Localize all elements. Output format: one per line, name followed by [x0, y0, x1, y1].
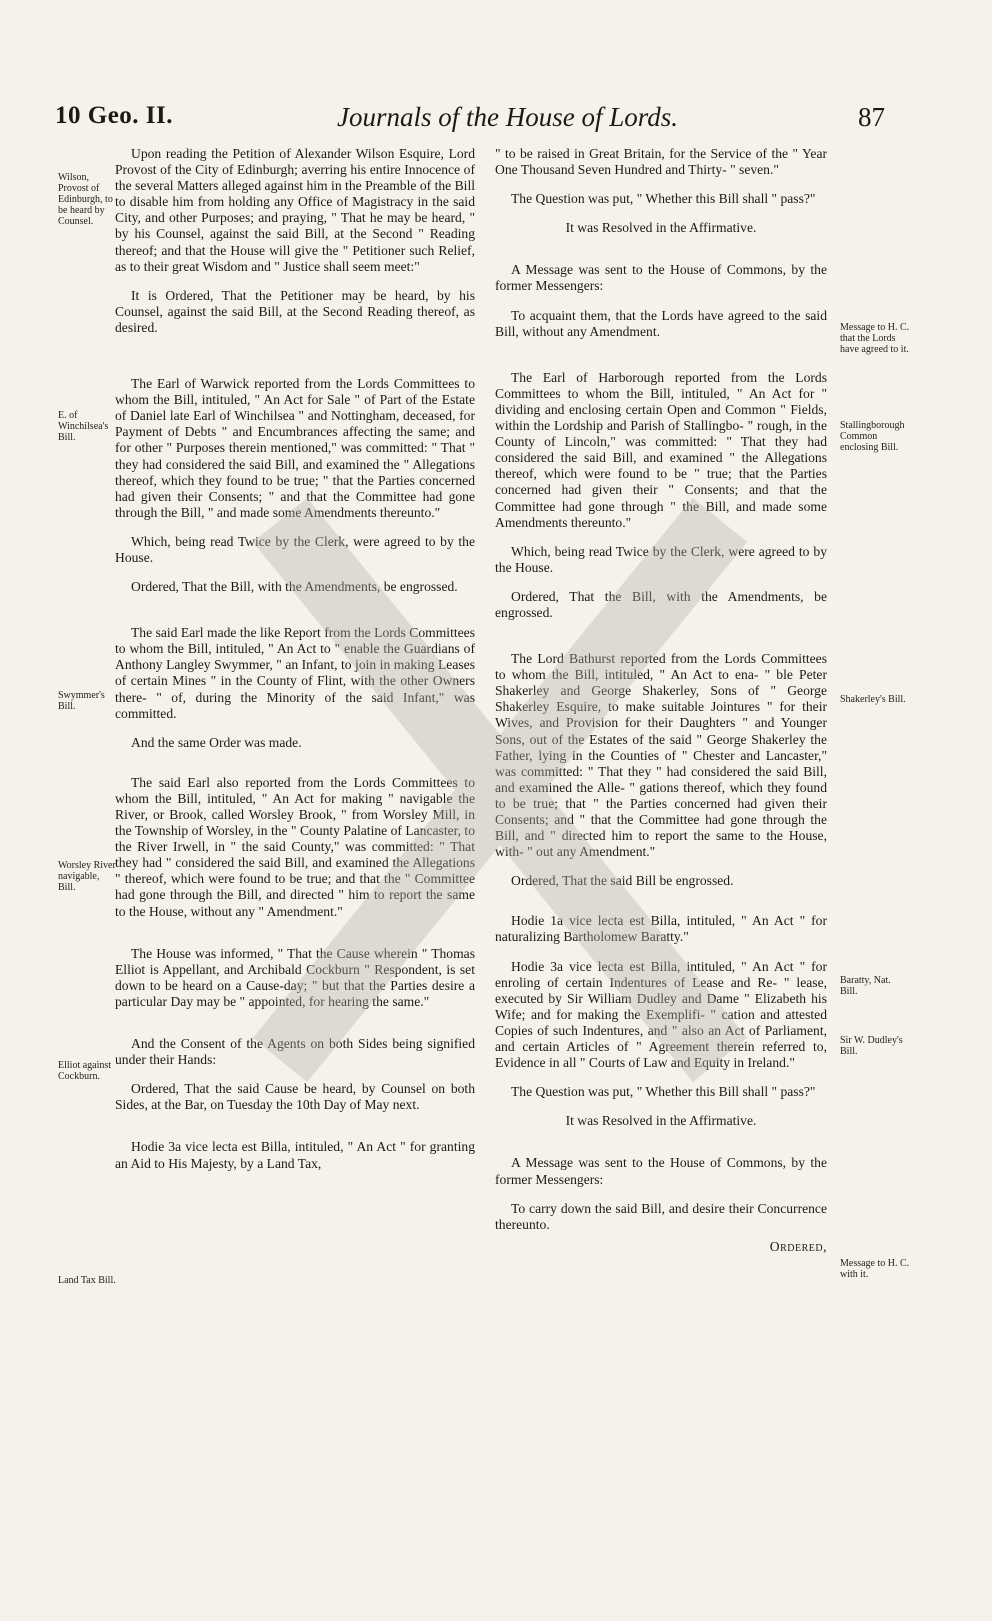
margin-note: Wilson, Provost of Edinburgh, to be heard by Counsel. [58, 172, 113, 227]
margin-note: E. of Winchilsea's Bill. [58, 410, 109, 443]
page-number: 87 [858, 102, 885, 132]
paragraph: The said Earl also reported from the Lords Committees to whom the Bill, intituled, " An Act for making " navigable the River, or Brook, called Worsley Brook, " from Worsley Mill, in the Township of Worsley, in the " County Palatine of Lancaster, to the River Irwell, in " the said County," was committed: " That they had " considered the said Bill, and examined the Allegations " thereof, which were found to be true; and that the " Committee had gone through the Bill, and directed " him to report the same to the House, without any " Amendment." [115, 774, 475, 919]
paragraph: The Question was put, " Whether this Bill shall " pass?" [511, 1084, 816, 1100]
paragraph: Ordered, That the said Bill be engrossed. [511, 873, 734, 889]
paragraph: And the same Order was made. [131, 734, 302, 750]
paragraph: Ordered, That the Bill, with the Amendments, be engrossed. [131, 579, 458, 595]
paragraph: The Earl of Warwick reported from the Lords Committees to whom the Bill, intituled, " An Act for Sale " of Part of the Estate of Daniel late Earl of Winchilsea " and Nottingham, deceased, for Payment of Debts " and Encumbrances affecting the same; and for other " Purposes therein mentioned," was committed: " That " they had considered the said Bill, and examined the " Allegations thereof, which they found to be true; " that the Parties concerned had given their Consents; " and that the Committee had gone through the Bill, " and made some Amendments thereunto." [115, 376, 475, 520]
paragraph: The Earl of Harborough reported from the Lords Committees to whom the Bill, intituled, " An Act for " dividing and enclosing certain Open and Common " Fields, within the Lordship and Parish of Stallingbo- " rough, in the County of Lincoln," was committed: " That they had considered the said Bill, and examined " the Allegations thereof, which were found to be " true; that the Parties concerned had given their " Consents; and that the Committee had gone through " the Bill, and made some Amendments thereunto." [495, 369, 827, 530]
margin-note: Land Tax Bill. [58, 1275, 116, 1286]
regnal-year: 10 Geo. II. [55, 102, 173, 129]
margin-note: Swymmer's Bill. [58, 690, 105, 712]
left-column [115, 146, 475, 1185]
paragraph: Upon reading the Petition of Alexander Wilson Esquire, Lord Provost of the City of Edinburgh; averring his entire Innocence of the several Matters alleged against him in the Preamble of the Bill to disable him from holding any Office of Magistracy in the said City, and other Purposes; and praying, " That he may be heard, " by his Counsel, against the said Bill, at the Second " Reading thereof; and that the House will give the " Petitioner such Relief, as to their great Wisdom and " Justice shall seem meet:" [115, 146, 475, 274]
paragraph: Hodie 3a vice lecta est Billa, intituled, " An Act " for enroling of certain Indentures of Lease and Re- " lease, executed by Sir William Dudley and Dame " Elizabeth his Wife; and for making the Exemplifi- " cation and attested Copies of such Indentures, and " also an Act of Parliament, and certain Articles of " Agreement therein referred to, Evidence in all " Courts of Law and Equity in Ireland." [495, 958, 827, 1071]
paragraph: The Lord Bathurst reported from the Lords Committees to whom the Bill, intituled, " An Act to ena- " ble Peter Shakerley and George Shakerley, Sons of " George Shakerley Esquire, to make suitable Jointures " for their Wives, and Provision for their Daughters " and Younger Sons, out of the Estates of the said " George Shakerley the Father, lying in the Counties of " Chester and Lancaster," was committed: " That they " had considered the said Bill, and examined the Alle- " gations thereof, which they found to be true; that " the Parties concerned had given their Consents; and " that the Committee had gone through the Bill, and " directed him to report the same to the House, with- " out any Amendment." [495, 651, 827, 860]
right-column [495, 146, 827, 1268]
paragraph: It is Ordered, That the Petitioner may be heard, by his Counsel, against the said Bill, at the Second Reading thereof, as desired. [115, 287, 475, 335]
paragraph: The said Earl made the like Report from the Lords Committees to whom the Bill, intituled, " An Act to " enable the Guardians of Anthony Langley Swymmer, " an Infant, to join in making Leases of certain Mines " in the County of Flint, with the other Owners there- " of, during the Minority of the said Infant," was committed. [115, 625, 475, 721]
paragraph: And the Consent of the Agents on both Sides being signified under their Hands: [115, 1036, 475, 1068]
margin-note: Stallingborough Common enclosing Bill. [840, 420, 905, 453]
page-header [55, 102, 885, 136]
paragraph: Hodie 1a vice lecta est Billa, intituled, " An Act " for naturalizing Bartholomew Baratty." [495, 913, 827, 945]
margin-note: Message to H. C. that the Lords have agreed to it. [840, 322, 910, 355]
paragraph: Ordered, That the said Cause be heard, by Counsel on both Sides, at the Bar, on Tuesday the 10th Day of May next. [115, 1081, 475, 1113]
paragraph: It was Resolved in the Affirmative. [565, 220, 757, 236]
paragraph: A Message was sent to the House of Commons, by the former Messengers: [495, 1155, 827, 1187]
journal-title: Journals of the House of Lords. [337, 102, 679, 132]
paragraph: To carry down the said Bill, and desire their Concurrence thereunto. [495, 1200, 827, 1232]
margin-note: Baratty, Nat. Bill. [840, 975, 891, 997]
paragraph: Ordered, That the Bill, with the Amendments, be engrossed. [495, 588, 827, 620]
margin-note: Message to H. C. with it. [840, 1258, 910, 1280]
paragraph: A Message was sent to the House of Commons, by the former Messengers: [495, 262, 827, 294]
margin-note: Sir W. Dudley's Bill. [840, 1035, 903, 1057]
margin-note: Elliot against Cockburn. [58, 1060, 112, 1082]
paragraph: The Question was put, " Whether this Bill shall " pass?" [511, 191, 816, 207]
paragraph: To acquaint them, that the Lords have agreed to the said Bill, without any Amendment. [495, 307, 827, 339]
paragraph: It was Resolved in the Affirmative. [565, 1113, 757, 1129]
paragraph: Which, being read Twice by the Clerk, were agreed to by the House. [115, 533, 475, 565]
paragraph: " to be raised in Great Britain, for the Service of the " Year One Thousand Seven Hundred and Thirty- " seven." [495, 146, 827, 178]
margin-note: Worsley River navigable, Bill. [58, 860, 116, 893]
paragraph: Which, being read Twice by the Clerk, were agreed to by the House. [495, 543, 827, 575]
paragraph: The House was informed, " That the Cause wherein " Thomas Elliot is Appellant, and Archibald Cockburn " Respondent, is set down to be heard on a Cause-day; " but that the Parties desire a particular Day may be " appointed, for hearing the same." [115, 945, 475, 1009]
margin-note: Shakerley's Bill. [840, 694, 906, 705]
catchword: Ordered, [769, 1238, 827, 1254]
paragraph: Hodie 3a vice lecta est Billa, intituled, " An Act " for granting an Aid to His Majesty, by a Land Tax, [115, 1139, 475, 1171]
